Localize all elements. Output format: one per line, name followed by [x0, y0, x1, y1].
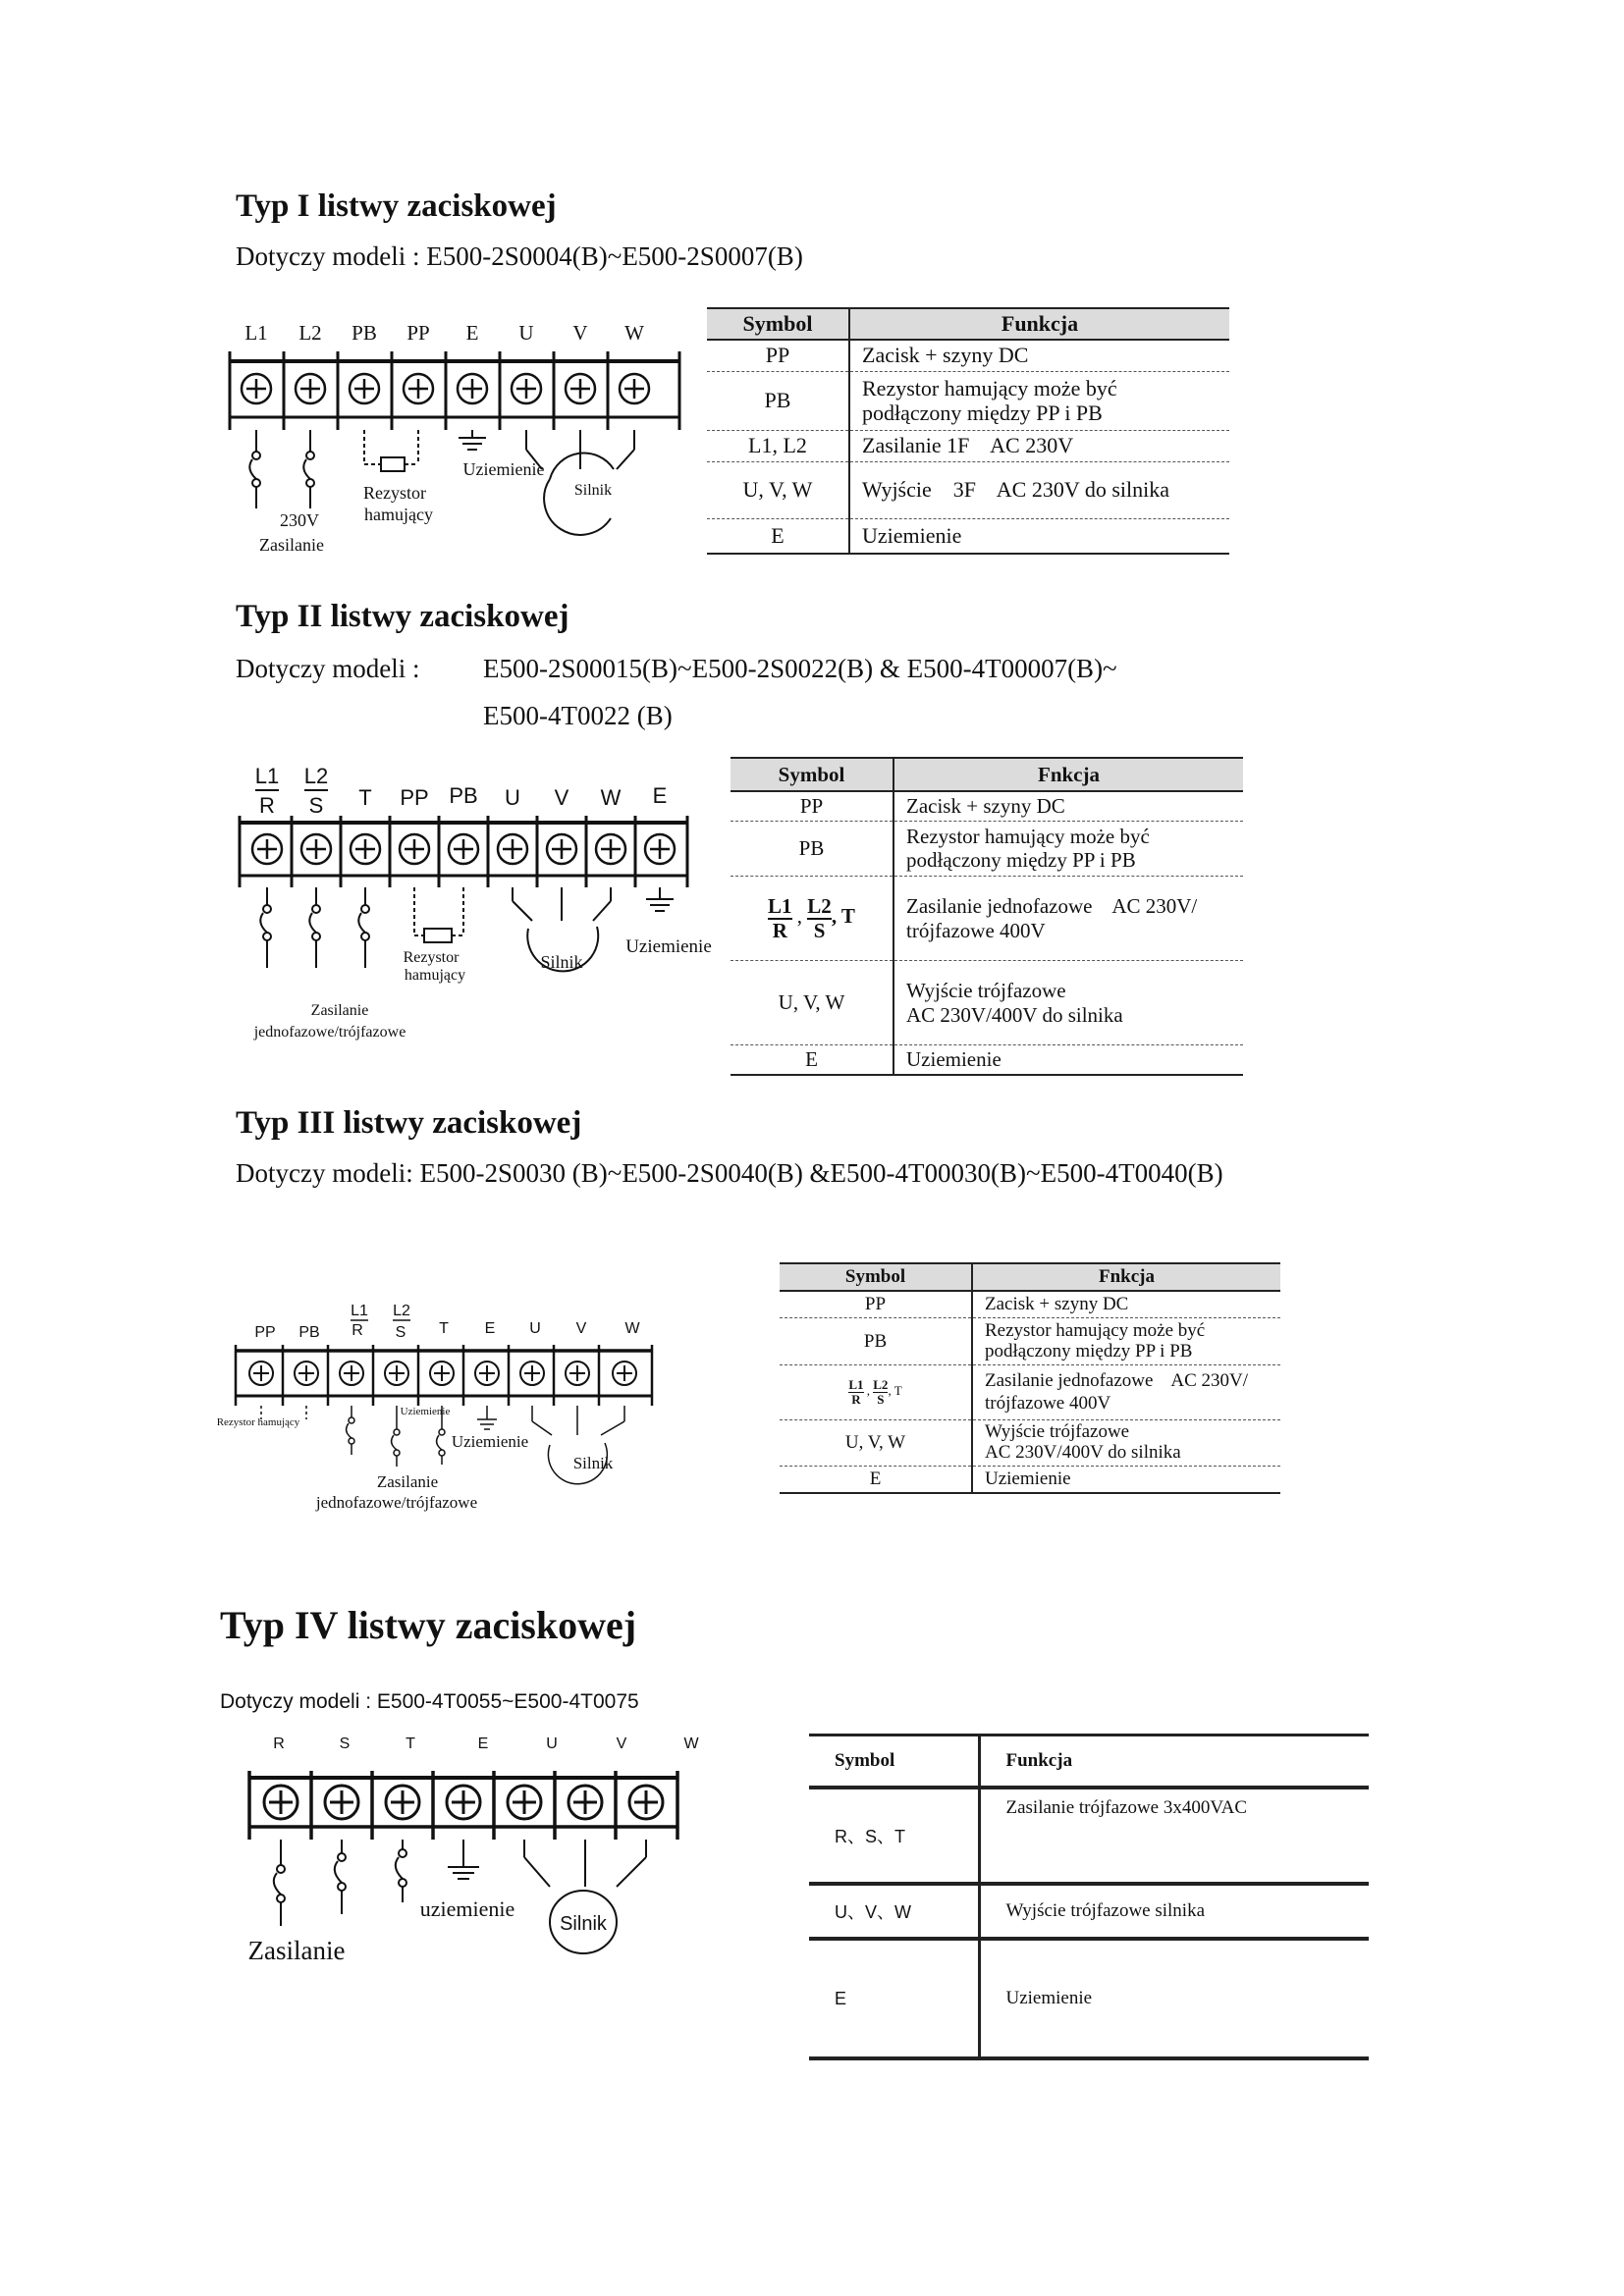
- terminal-block: [240, 816, 687, 971]
- table-row: [707, 518, 1229, 554]
- supply-label: Zasilanie: [259, 535, 324, 555]
- terminal-label: E: [477, 1735, 489, 1752]
- terminal-top-label: L1: [254, 764, 280, 788]
- symbol-cell: PB: [780, 1318, 972, 1365]
- terminal-diagram-4: [236, 1730, 727, 1975]
- screw-icon: [498, 834, 527, 864]
- motor-label: Silnik: [540, 952, 583, 972]
- switch-icon: [335, 1840, 346, 1914]
- symbol-cell: $\frac{L1}{R}$ , $\frac{L2}{S}$, T: [780, 1365, 972, 1420]
- applies-models: E500-4T0055~E500-4T0075: [376, 1690, 639, 1713]
- table-row: [809, 1884, 1369, 1939]
- terminal-label: V: [572, 321, 588, 345]
- ground-icon: [477, 1406, 497, 1429]
- table-row: [780, 1291, 1280, 1318]
- symbol-cell: PP: [707, 340, 849, 371]
- terminal-label: V: [554, 785, 569, 810]
- symbol-cell: PP: [731, 791, 893, 822]
- terminal-label: PB: [298, 1324, 320, 1341]
- function-cell: Wyjście trójfazowe AC 230V/400V do silnika: [893, 961, 1243, 1045]
- symbol-cell: U, V, W: [707, 461, 849, 518]
- table-row: [707, 340, 1229, 371]
- terminal-label: PP: [406, 321, 430, 345]
- symbol-fraction: $\frac{L1}{R}$: [848, 1377, 864, 1407]
- symbol-cell: R、S、T: [809, 1788, 979, 1884]
- terminal-label: R: [273, 1735, 285, 1752]
- motor-label: Silnik: [572, 1454, 614, 1472]
- motor-label: Silnik: [573, 482, 613, 499]
- terminal-block: [249, 1771, 677, 1953]
- screw-icon: [252, 834, 282, 864]
- applies-prefix: Dotyczy modeli :: [220, 1690, 372, 1713]
- switch-icon: [392, 1406, 400, 1467]
- screw-icon: [547, 834, 576, 864]
- screw-icon: [301, 834, 331, 864]
- function-cell: Wyjście trójfazowe silnika: [979, 1884, 1369, 1939]
- screw-icon: [645, 834, 675, 864]
- screw-icon: [508, 1786, 541, 1819]
- terminal-label: T: [439, 1320, 449, 1337]
- screw-icon: [385, 1362, 408, 1385]
- screw-icon: [249, 1362, 273, 1385]
- resistor-icon: [424, 929, 452, 942]
- resistor-label: Rezystor hamujący: [216, 1416, 300, 1428]
- screw-icon: [400, 834, 429, 864]
- screw-icon: [264, 1786, 298, 1819]
- screw-icon: [404, 374, 433, 403]
- function-cell: Rezystor hamujący może być podłączony między PP i PB: [972, 1318, 1280, 1365]
- function-cell: Uziemienie: [893, 1045, 1243, 1076]
- supply-label: Zasilanie: [376, 1472, 439, 1491]
- symbol-cell: PB: [731, 822, 893, 877]
- terminal-label: S: [308, 793, 324, 818]
- table-header-symbol: Symbol: [809, 1735, 979, 1789]
- screw-icon: [566, 1362, 589, 1385]
- function-cell: Rezystor hamujący może być podłączony między PP i PB: [849, 371, 1229, 430]
- switch-icon: [396, 1840, 406, 1902]
- screw-icon: [566, 374, 595, 403]
- screw-icon: [629, 1786, 663, 1819]
- terminal-label: W: [624, 321, 644, 345]
- terminal-label: T: [406, 1735, 415, 1752]
- section-4-applies: [220, 1690, 639, 1714]
- table-row: [731, 791, 1243, 822]
- table-row: [731, 822, 1243, 877]
- symbol-cell: E: [809, 1939, 979, 2058]
- terminal-label: W: [600, 785, 622, 810]
- terminal-label: U: [518, 321, 534, 345]
- terminal-diagram-2: [232, 762, 732, 1046]
- resistor-icon: [364, 430, 418, 464]
- symbol-cell: U, V, W: [780, 1420, 972, 1467]
- terminal-label: S: [395, 1324, 406, 1341]
- function-cell: Zasilanie trójfazowe 3x400VAC: [979, 1788, 1369, 1884]
- ground-label: Uziemienie: [625, 936, 712, 957]
- supply-voltage-label: 230V: [280, 510, 319, 530]
- table-header-function: Funkcja: [849, 308, 1229, 340]
- switch-icon: [274, 1840, 285, 1926]
- screw-icon: [447, 1786, 480, 1819]
- ground-label: Uziemienie: [400, 1406, 451, 1417]
- terminal-label: V: [616, 1735, 627, 1752]
- screw-icon: [242, 374, 271, 403]
- applies-prefix: Dotyczy modeli:: [236, 1158, 413, 1188]
- screw-icon: [351, 834, 380, 864]
- terminal-diagram-1: [226, 312, 687, 567]
- resistor-label: Rezystor: [403, 949, 460, 966]
- symbol-cell: E: [707, 518, 849, 554]
- function-table-2: [731, 757, 1243, 1076]
- function-table-4: [809, 1734, 1369, 2060]
- section-4-title: Typ IV listwy zaciskowej: [220, 1603, 637, 1647]
- table-row: [731, 1045, 1243, 1076]
- switch-icon: [260, 887, 271, 968]
- ground-label: Uziemienie: [462, 459, 545, 479]
- table-header-symbol: Symbol: [731, 758, 893, 791]
- terminal-label: R: [259, 793, 275, 818]
- terminal-label: PB: [449, 783, 478, 808]
- function-cell: Uziemienie: [849, 518, 1229, 554]
- function-table-1: [707, 307, 1229, 555]
- screw-icon: [325, 1786, 358, 1819]
- function-cell: Zasilanie jednofazowe AC 230V/ trójfazowe 400V: [893, 877, 1243, 961]
- supply-label: Zasilanie: [247, 1936, 346, 1965]
- table-header-function: Fnkcja: [893, 758, 1243, 791]
- screw-icon: [613, 1362, 636, 1385]
- ground-label: uziemienie: [419, 1896, 515, 1921]
- ground-icon: [459, 430, 486, 450]
- screw-icon: [295, 1362, 318, 1385]
- terminal-label: U: [546, 1735, 558, 1752]
- function-cell: Wyjście trójfazowe AC 230V/400V do silnika: [972, 1420, 1280, 1467]
- screw-icon: [340, 1362, 363, 1385]
- terminal-label: PP: [254, 1324, 276, 1341]
- symbol-fraction: $\frac{L2}{S}$: [807, 894, 832, 942]
- terminal-label: U: [529, 1320, 541, 1337]
- symbol-cell: U, V, W: [731, 961, 893, 1045]
- table-row: [707, 461, 1229, 518]
- screw-icon: [512, 374, 541, 403]
- switch-icon: [303, 430, 314, 508]
- motor-icon: [524, 1840, 646, 1953]
- symbol-cell: U、V、W: [809, 1884, 979, 1939]
- function-cell: Zasilanie jednofazowe AC 230V/ trójfazowe 400V: [972, 1365, 1280, 1420]
- terminal-label: E: [652, 783, 668, 808]
- terminal-top-label: L2: [393, 1303, 410, 1319]
- terminal-label: E: [484, 1320, 496, 1337]
- section-3-applies: [236, 1158, 1223, 1189]
- section-1-title: Typ I listwy zaciskowej: [236, 188, 557, 224]
- section-1-applies: [236, 241, 803, 272]
- switch-icon: [249, 430, 260, 508]
- function-cell: Uziemienie: [972, 1466, 1280, 1493]
- supply-label: jednofazowe/trójfazowe: [253, 1024, 406, 1041]
- terminal-top-label: L1: [351, 1303, 368, 1319]
- table-row: [780, 1365, 1280, 1420]
- table-row: [731, 877, 1243, 961]
- function-cell: Zasilanie 1F AC 230V: [849, 430, 1229, 461]
- screw-icon: [568, 1786, 602, 1819]
- screw-icon: [449, 834, 478, 864]
- resistor-label: hamujący: [364, 505, 433, 524]
- terminal-label: U: [505, 785, 520, 810]
- function-cell: Wyjście 3F AC 230V do silnika: [849, 461, 1229, 518]
- symbol-cell: PB: [707, 371, 849, 430]
- screw-icon: [475, 1362, 499, 1385]
- function-cell: Uziemienie: [979, 1939, 1369, 2058]
- function-table-3: [780, 1262, 1280, 1494]
- terminal-label: W: [683, 1735, 699, 1752]
- section-2-title: Typ II listwy zaciskowej: [236, 599, 569, 634]
- symbol-cell: E: [731, 1045, 893, 1076]
- ground-label: Uziemienie: [451, 1432, 529, 1451]
- screw-icon: [620, 374, 649, 403]
- terminal-label: S: [339, 1735, 351, 1752]
- table-row: [809, 1788, 1369, 1884]
- symbol-fraction: $\frac{L1}{R}$: [768, 894, 792, 942]
- table-header-function: Fnkcja: [972, 1263, 1280, 1291]
- applies-models: E500-2S0004(B)~E500-2S0007(B): [426, 241, 803, 271]
- supply-label: Zasilanie: [310, 1002, 369, 1019]
- terminal-label: V: [575, 1320, 587, 1337]
- symbol-cell: PP: [780, 1291, 972, 1318]
- terminal-label: PP: [400, 785, 429, 810]
- table-row: [731, 961, 1243, 1045]
- symbol-cell: $\frac{L1}{R}$ , $\frac{L2}{S}$, T: [731, 877, 893, 961]
- function-cell: Rezystor hamujący może być podłączony między PP i PB: [893, 822, 1243, 877]
- function-cell: Zacisk + szyny DC: [972, 1291, 1280, 1318]
- screw-icon: [520, 1362, 544, 1385]
- table-row: [780, 1318, 1280, 1365]
- table-row: [707, 430, 1229, 461]
- terminal-label: L2: [298, 321, 322, 345]
- switch-icon: [309, 887, 320, 968]
- resistor-label: hamujący: [404, 967, 466, 984]
- terminal-label: PB: [352, 321, 377, 345]
- ground-icon: [646, 887, 674, 911]
- symbol-cell: L1, L2: [707, 430, 849, 461]
- table-header-symbol: Symbol: [780, 1263, 972, 1291]
- ground-icon: [448, 1840, 479, 1879]
- applies-models: E500-2S0030 (B)~E500-2S0040(B) &E500-4T00030(B)~E500-4T0040(B): [419, 1158, 1223, 1188]
- screw-icon: [458, 374, 487, 403]
- function-cell: Zacisk + szyny DC: [849, 340, 1229, 371]
- table-row: [780, 1466, 1280, 1493]
- terminal-block: [230, 351, 679, 535]
- section-2-applies-models: E500-2S00015(B)~E500-2S0022(B) & E500-4T00007(B)~: [483, 654, 1117, 683]
- section-3-title: Typ III listwy zaciskowej: [236, 1105, 582, 1141]
- screw-icon: [296, 374, 325, 403]
- terminal-diagram-3: [204, 1298, 666, 1516]
- supply-label: jednofazowe/trójfazowe: [315, 1493, 478, 1512]
- applies-prefix: Dotyczy modeli :: [236, 241, 420, 271]
- terminal-label: E: [465, 321, 479, 345]
- terminal-label: L1: [244, 321, 268, 345]
- screw-icon: [350, 374, 379, 403]
- screw-icon: [386, 1786, 419, 1819]
- screw-icon: [430, 1362, 454, 1385]
- terminal-label: R: [352, 1322, 363, 1339]
- resistor-icon: [381, 457, 405, 471]
- switch-icon: [347, 1406, 354, 1455]
- symbol-cell: E: [780, 1466, 972, 1493]
- table-row: [780, 1420, 1280, 1467]
- switch-icon: [358, 887, 369, 968]
- screw-icon: [596, 834, 625, 864]
- terminal-label: T: [358, 785, 372, 810]
- table-row: [809, 1939, 1369, 2058]
- symbol-fraction: $\frac{L2}{S}$: [873, 1377, 889, 1407]
- table-header-function: Funkcja: [979, 1735, 1369, 1789]
- resistor-label: Rezystor: [363, 483, 426, 503]
- table-header-symbol: Symbol: [707, 308, 849, 340]
- section-2-applies-prefix: Dotyczy modeli :: [236, 654, 420, 683]
- terminal-label: W: [624, 1320, 640, 1337]
- function-cell: Zacisk + szyny DC: [893, 791, 1243, 822]
- terminal-top-label: L2: [303, 764, 329, 788]
- motor-label: Silnik: [560, 1913, 607, 1935]
- table-row: [707, 371, 1229, 430]
- section-2-applies-models-2: E500-4T0022 (B): [483, 701, 673, 730]
